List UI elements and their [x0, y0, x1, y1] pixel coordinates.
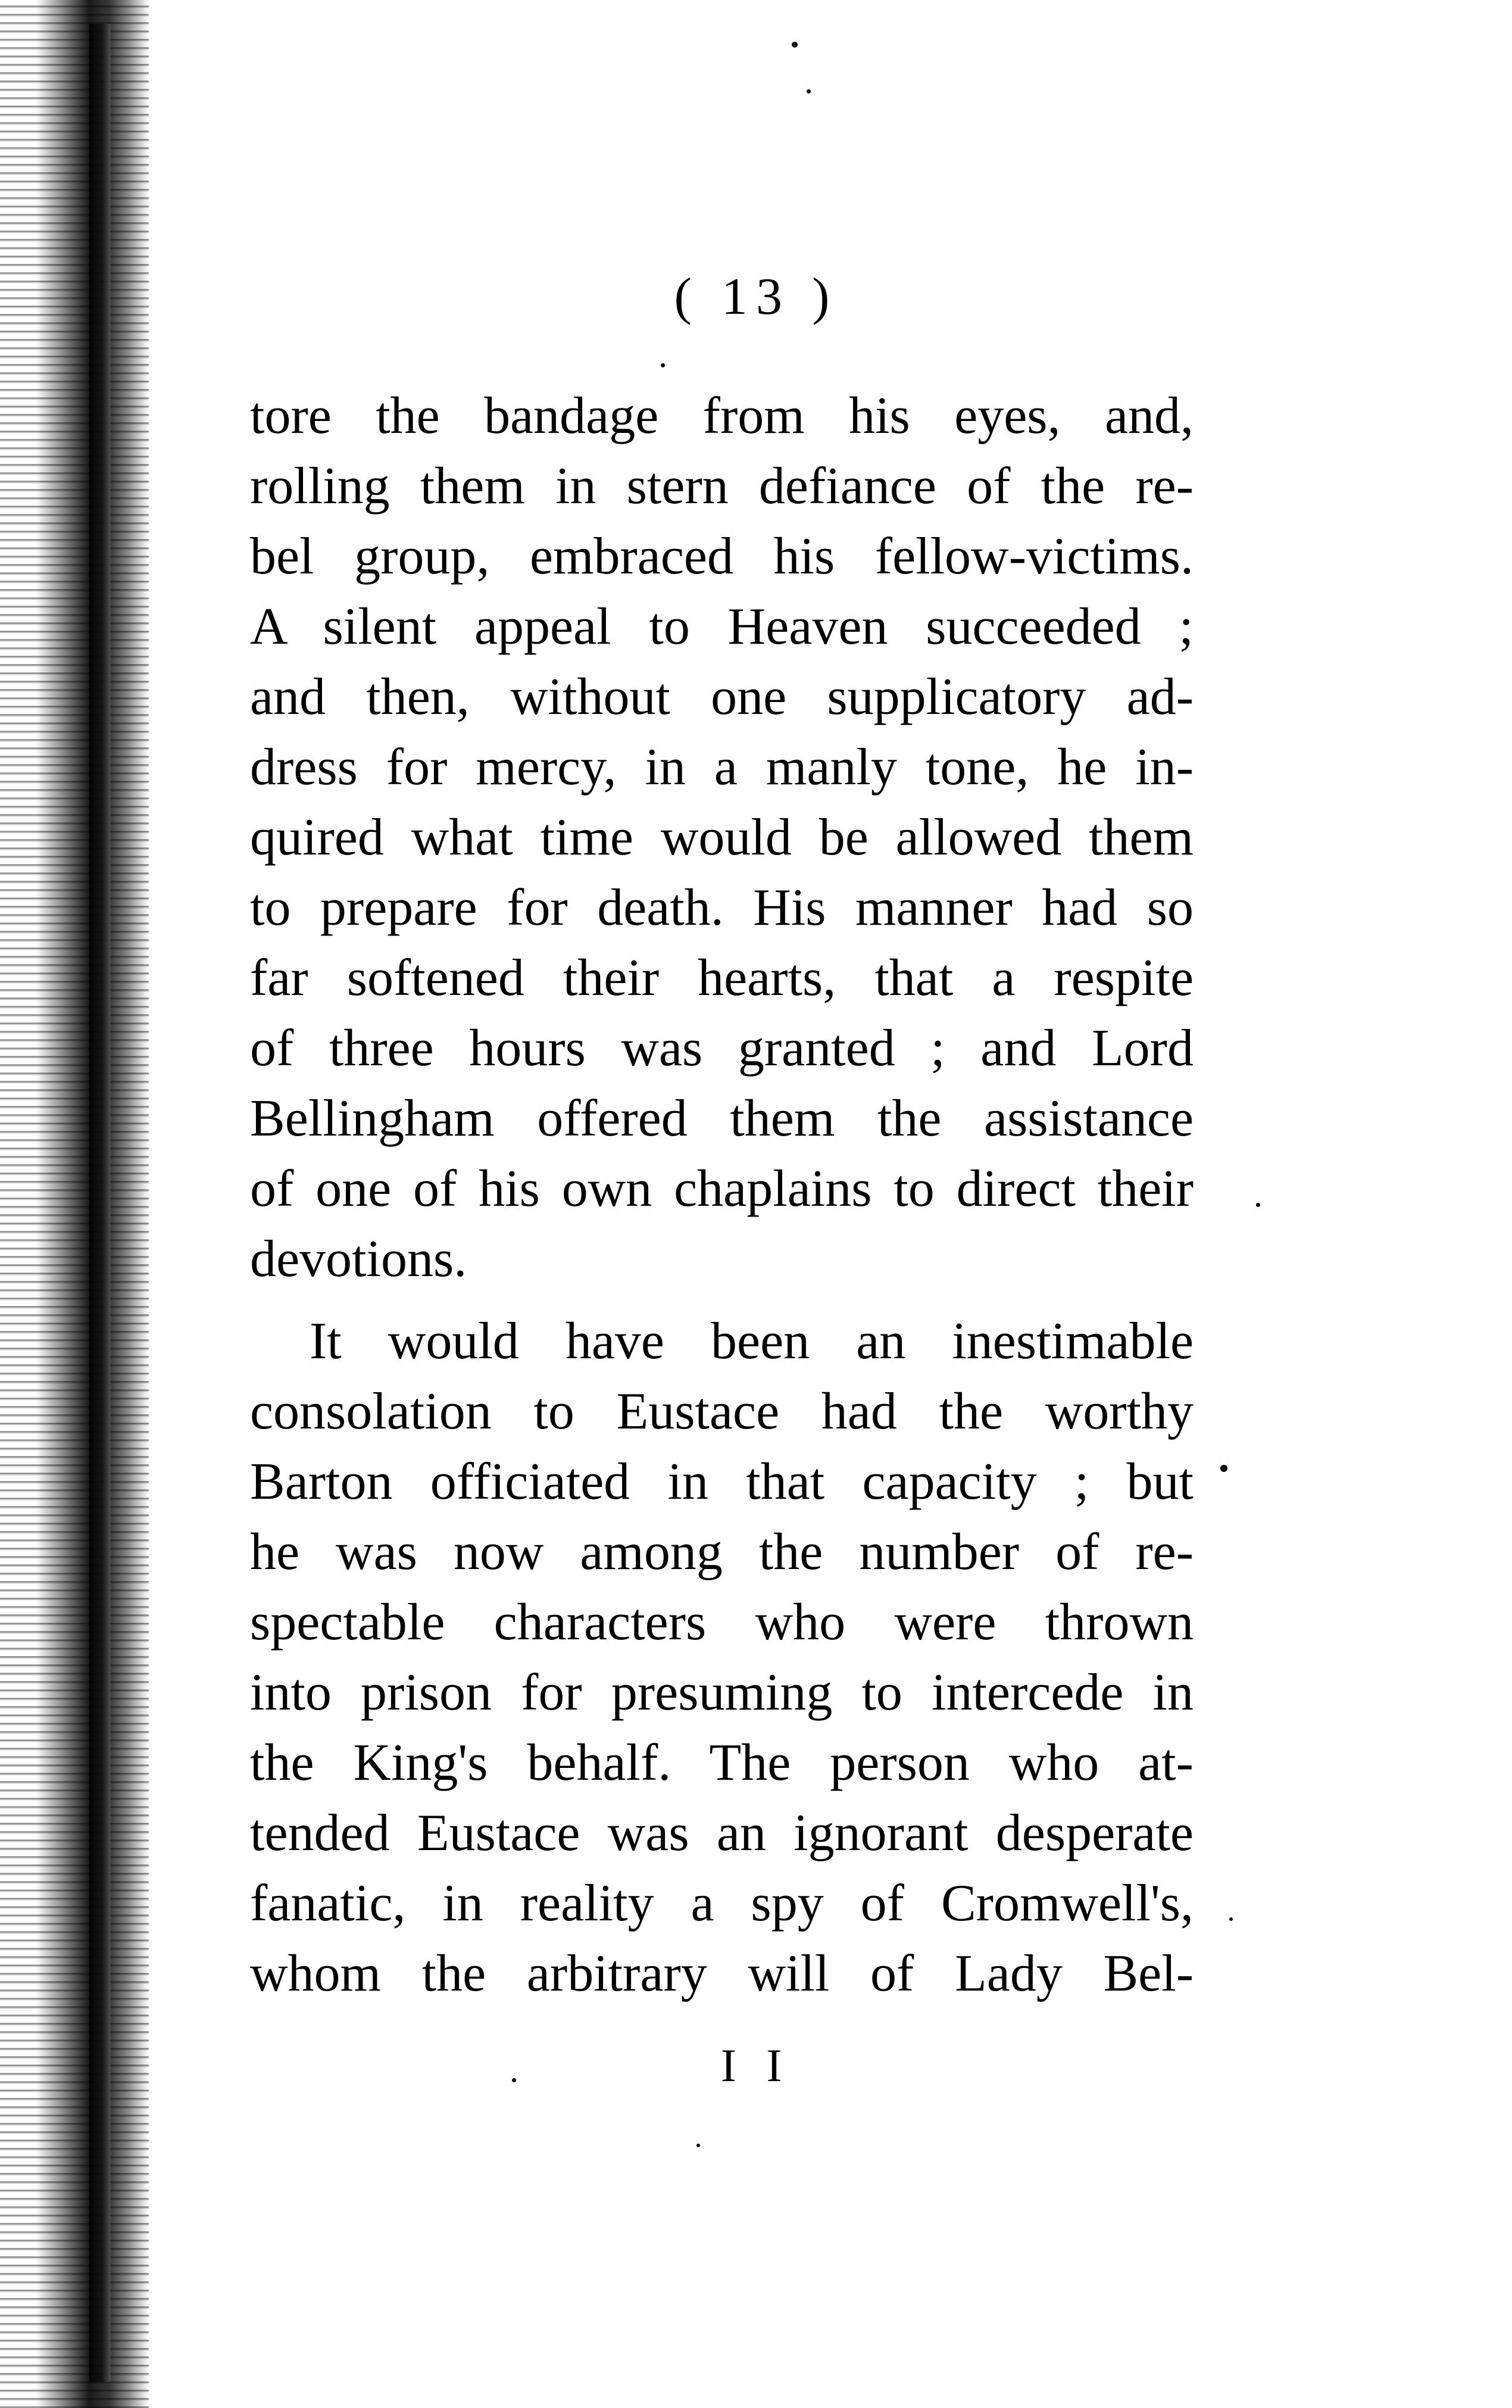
binding-edge	[89, 24, 111, 2382]
text-line: and then, without one supplicatory ad-	[250, 668, 1194, 726]
text-line: devotions.	[250, 1230, 467, 1288]
text-line: the King's behalf. The person who at-	[250, 1734, 1194, 1792]
text-line: A silent appeal to Heaven succeeded ;	[250, 598, 1194, 656]
ink-speck	[512, 2078, 516, 2082]
text-line: far softened their hearts, that a respite	[250, 949, 1194, 1007]
text-line: dress for mercy, in a manly tone, he in-	[250, 738, 1194, 796]
text-line: he was now among the number of re-	[250, 1523, 1194, 1581]
text-line: to prepare for death. His manner had so	[250, 879, 1194, 937]
text-line: quired what time would be allowed them	[250, 809, 1194, 866]
text-line: It would have been an inestimable	[310, 1312, 1194, 1370]
ink-speck	[696, 2144, 700, 2147]
text-line: Barton officiated in that capacity ; but	[250, 1453, 1194, 1511]
paragraph-gap	[250, 1295, 1194, 1306]
text-line: rolling them in stern defiance of the re-	[250, 457, 1194, 515]
ink-speck	[1220, 1465, 1227, 1472]
ink-speck	[807, 89, 811, 93]
text-line: bel group, embraced his fellow-victims.	[250, 528, 1194, 585]
ink-speck	[1229, 1917, 1233, 1921]
text-line: Bellingham offered them the assistance	[250, 1090, 1194, 1147]
ink-speck	[1256, 1203, 1260, 1207]
text-line: fanatic, in reality a spy of Cromwell's,	[250, 1874, 1194, 1932]
ink-speck	[661, 363, 665, 367]
text-line: whom the arbitrary will of Lady Bel-	[250, 1945, 1194, 2002]
paragraph	[250, 381, 1194, 1295]
signature-mark: I I	[720, 2039, 792, 2091]
text-line: tended Eustace was an ignorant desperate	[250, 1804, 1194, 1862]
paragraph	[250, 1306, 1194, 2009]
body-text	[250, 381, 1194, 2009]
text-line: tore the bandage from his eyes, and,	[250, 387, 1194, 445]
text-line: spectable characters who were thrown	[250, 1593, 1194, 1651]
text-line: of one of his own chaplains to direct their	[250, 1160, 1194, 1218]
text-line: into prison for presuming to intercede in	[250, 1664, 1194, 1721]
ink-speck	[792, 42, 798, 48]
page-number: ( 13 )	[674, 268, 838, 326]
text-line: consolation to Eustace had the worthy	[250, 1383, 1194, 1440]
text-line: of three hours was granted ; and Lord	[250, 1019, 1194, 1077]
